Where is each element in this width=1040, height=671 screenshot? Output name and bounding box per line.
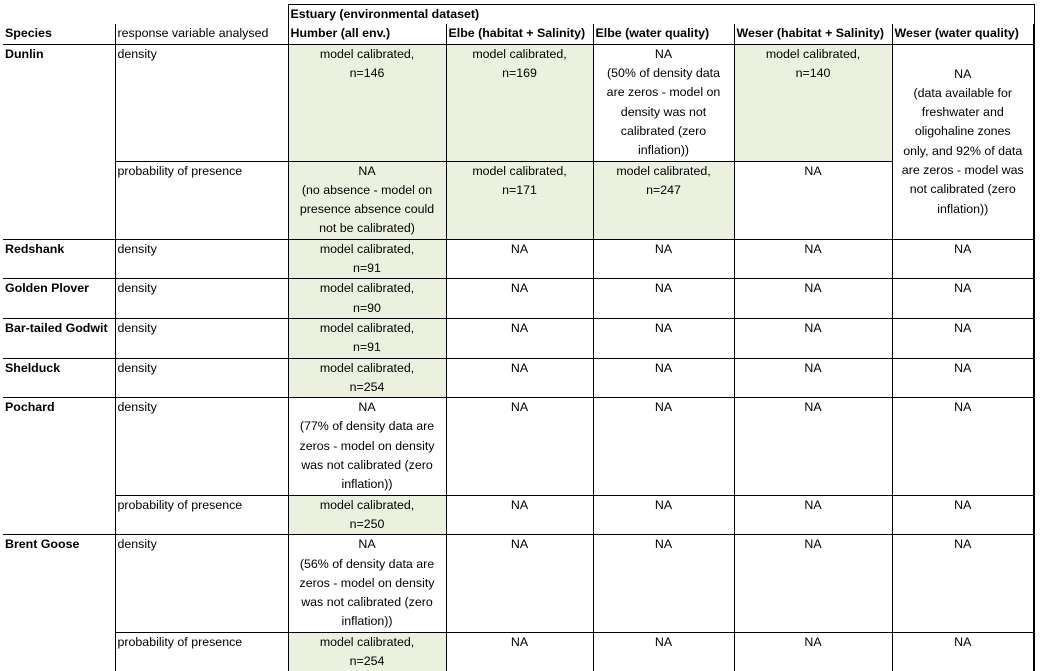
response-cell: probability of presence: [115, 161, 288, 239]
response-cell: density: [115, 44, 288, 161]
cell-na: NA: [734, 318, 892, 358]
cell-dunlin-density-elbe-water: NA (50% of density data are zeros - model on density was not calibrated (zero inflation)): [593, 44, 734, 161]
cell-na: NA: [734, 495, 892, 535]
cell-na: NA: [446, 535, 593, 632]
header-elbe-habitat: Elbe (habitat + Salinity): [446, 24, 593, 44]
estuary-model-table: [3, 4, 1035, 671]
cell-na: NA: [734, 239, 892, 279]
cell-redshank-humber: model calibrated, n=91: [288, 239, 446, 279]
table-row: [3, 318, 1034, 358]
cell-dunlin-density-weser-habitat: model calibrated, n=140: [734, 44, 892, 161]
table-row: [3, 44, 1034, 161]
cell-na: NA: [892, 398, 1034, 495]
response-cell: density: [115, 535, 288, 632]
cell-na: NA: [593, 279, 734, 319]
cell-dunlin-presence-elbe-habitat: model calibrated, n=171: [446, 161, 593, 239]
cell-dunlin-presence-weser-habitat: NA: [734, 161, 892, 239]
cell-pochard-presence-humber: model calibrated, n=250: [288, 495, 446, 535]
cell-dunlin-density-humber: model calibrated, n=146: [288, 44, 446, 161]
header-humber: Humber (all env.): [288, 24, 446, 44]
cell-na: NA: [593, 318, 734, 358]
species-golden-plover: Golden Plover: [3, 279, 115, 319]
cell-na: NA: [892, 279, 1034, 319]
header-elbe-water: Elbe (water quality): [593, 24, 734, 44]
cell-na: NA: [593, 398, 734, 495]
response-cell: probability of presence: [115, 632, 288, 671]
cell-na: NA: [892, 318, 1034, 358]
cell-na: NA: [446, 318, 593, 358]
species-shelduck: Shelduck: [3, 358, 115, 398]
response-cell: density: [115, 279, 288, 319]
species-bar-tailed-godwit: Bar-tailed Godwit: [3, 318, 115, 358]
cell-na: NA: [892, 495, 1034, 535]
cell-na: NA: [892, 632, 1034, 671]
cell-na: NA: [446, 398, 593, 495]
cell-dunlin-presence-elbe-water: model calibrated, n=247: [593, 161, 734, 239]
cell-na: NA: [446, 239, 593, 279]
cell-na: NA: [593, 632, 734, 671]
cell-dunlin-presence-humber: NA (no absence - model on presence absence could not be calibrated): [288, 161, 446, 239]
species-brent-goose: Brent Goose: [5, 537, 80, 552]
estuary-group-header: Estuary (environmental dataset): [288, 5, 1034, 25]
cell-pochard-density-humber: NA (77% of density data are zeros - model on density was not calibrated (zero inflation)): [288, 398, 446, 495]
species-redshank: Redshank: [3, 239, 115, 279]
response-cell: density: [115, 318, 288, 358]
response-cell: density: [115, 358, 288, 398]
table-row: [3, 495, 1034, 535]
cell-na: NA: [593, 535, 734, 632]
cell-na: NA: [446, 279, 593, 319]
cell-na: NA: [734, 398, 892, 495]
cell-dunlin-weser-water: NA (data available for freshwater and oligohaline zones only, and 92% of data are zeros - model was not calibrated (zero inflation)): [892, 44, 1034, 239]
cell-golden-plover-humber: model calibrated, n=90: [288, 279, 446, 319]
cell-na: NA: [892, 239, 1034, 279]
header-weser-habitat: Weser (habitat + Salinity): [734, 24, 892, 44]
cell-na: NA: [593, 495, 734, 535]
cell-na: NA: [734, 358, 892, 398]
cell-bar-tailed-godwit-humber: model calibrated, n=91: [288, 318, 446, 358]
cell-na: NA: [446, 632, 593, 671]
response-cell: probability of presence: [115, 495, 288, 535]
header-group-row: [3, 5, 1034, 25]
table-row: [3, 279, 1034, 319]
table-row: [3, 535, 1034, 632]
cell-na: NA: [892, 535, 1034, 632]
cell-na: NA: [446, 358, 593, 398]
header-weser-water: Weser (water quality): [892, 24, 1034, 44]
cell-dunlin-density-elbe-habitat: model calibrated, n=169: [446, 44, 593, 161]
species-pochard: Pochard: [3, 398, 115, 535]
header-response: response variable analysed: [115, 24, 288, 44]
species-dunlin: Dunlin: [3, 44, 115, 239]
cell-brent-density-humber: NA (56% of density data are zeros - model on density was not calibrated (zero inflation)): [288, 535, 446, 632]
response-cell: density: [115, 239, 288, 279]
table-row: [3, 632, 1034, 671]
cell-na: NA: [593, 239, 734, 279]
cell-na: NA: [593, 358, 734, 398]
cell-na: NA: [446, 495, 593, 535]
cell-na: NA: [734, 279, 892, 319]
cell-shelduck-humber: model calibrated, n=254: [288, 358, 446, 398]
table-row: [3, 239, 1034, 279]
table-row: [3, 358, 1034, 398]
table-row: [3, 398, 1034, 495]
cell-na: NA: [734, 632, 892, 671]
response-cell: density: [115, 398, 288, 495]
cell-na: NA: [892, 358, 1034, 398]
header-row: [3, 24, 1034, 44]
header-species: Species: [5, 26, 52, 41]
table-row: [3, 161, 1034, 239]
cell-na: NA: [734, 535, 892, 632]
cell-brent-presence-humber: model calibrated, n=254: [288, 632, 446, 671]
